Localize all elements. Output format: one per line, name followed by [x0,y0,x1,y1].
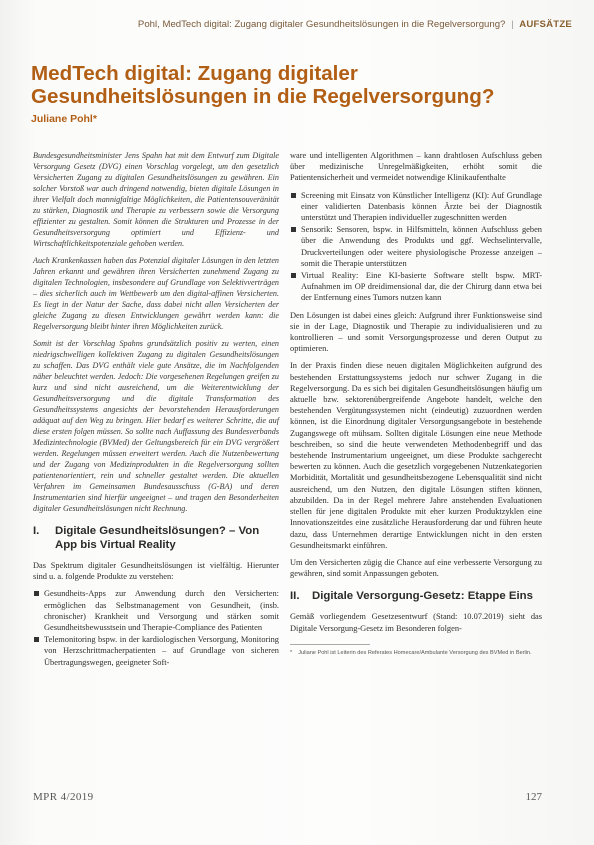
running-head-text: Pohl, MedTech digital: Zugang digitaler Gesundheitslösungen in die Regelversorgung? [137,19,506,30]
body-paragraph: Das Spektrum digitaler Gesundheitslösungen ist vielfältig. Hierunter sind u. a. folgende Produkte zu verstehen: [33,561,279,582]
footnote-marker: * [290,649,293,656]
body-paragraph: ware und intelligenten Algorithmen – kann drahtlosen Aufschluss geben über medizinische Unregelmäßigkeiten, erhöht somit die Patientensicherheit und vermeidet notwendige Klinikaufenthalte [290,151,542,183]
author-name: Juliane Pohl* [31,113,97,125]
square-bullet-icon [34,637,39,642]
running-head [138,19,572,30]
list-item [290,270,542,304]
list-item [290,224,542,269]
list-item [33,634,279,668]
footnote [290,650,542,657]
abstract-paragraph: Auch Krankenkassen haben das Potenzial digitaler Lösungen in den letzten Jahren erkannt und gewähren ihren Versicherten zunehmend Zugang zu digitalen Technologien, insbesondere auf Grundlage von Selektivverträgen – dies sicherlich auch im Wettbewerb um den digital-affinen Versicherten. Es liegt in der Natur der Sache, dass dabei nicht allen Versicherten der gleiche Zugang zu diesen Entwicklungen gewährt werden kann: die Regelversorgung bleibt hinter ihren Möglichkeiten zurück. [33,256,279,331]
body-paragraph: Gemäß vorliegendem Gesetzesentwurf (Stand: 10.07.2019) sieht das Digitale Versorgung-Gesetz im Besonderen folgen- [290,612,542,633]
list-item [33,588,279,633]
section-title: Digitale Gesundheitslösungen? – Von App bis Virtual Reality [55,525,260,551]
square-bullet-icon [34,591,39,596]
list-item-text: Sensorik: Sensoren, bspw. in Hilfsmitteln, können Aufschluss geben über die Anwendung des Produkts und ggf. Wechselintervalle, Druckverteilungen oder weitere physiologische Prozesse anzeigen – somit die Therapie unterstützen [301,225,542,268]
footnote-divider [290,644,370,645]
section-heading-one [33,524,279,552]
bullet-list [290,190,542,304]
section-number: I. [33,525,40,537]
journal-issue: MPR 4/2019 [33,791,94,803]
section-number: II. [290,590,300,603]
body-paragraph: Den Lösungen ist dabei eines gleich: Aufgrund ihrer Funktionsweise sind sie in der Lage, Diagnostik und Therapie zu individualisieren und zu kontrollieren – und somit Versorgungsprozesse und deren Output zu optimieren. [290,310,542,354]
right-column [290,150,542,657]
running-head-separator: | [511,19,514,30]
square-bullet-icon [291,273,296,278]
list-item-text: Gesundheits-Apps zur Anwendung durch den Versicherten: ermöglichen das Selbstmanagement von Gesundheit, (insb. chronischer) Krankheit und Versorgung und stärken somit Gesundheitsbewusstsein und Therapie-Compliance des Patienten [44,589,279,633]
section-title: Digitale Versorgung-Gesetz: Etappe Eins [312,590,533,603]
left-column [33,150,279,674]
square-bullet-icon [291,193,296,198]
running-head-section: AUFSÄTZE [519,19,572,30]
section-heading-two [290,589,542,603]
body-paragraph: Um den Versicherten zügig die Chance auf eine verbesserte Versorgung zu gewähren, sind somit Anpassungen geboten. [290,557,542,579]
list-item-text: Telemonitoring bspw. in der kardiologischen Versorgung, Monitoring von Herzschrittmacherpatienten – auf Grundlage von sicheren Übertragungswegen, geeigneter Soft- [44,635,279,667]
abstract-paragraph: Somit ist der Vorschlag Spahns grundsätzlich positiv zu werten, einen niedrigschwelligen kollektiven Zugang zu digitalen Gesundheitslösungen zu schaffen. Das DVG enthält viele gute Ansätze, die im Nachfolgenden näher beleuchtet werden. Jedoch: Die vorgesehenen Regelungen greifen zu kurz und sind nicht ausreichend, um die Weiterentwicklung der Gesundheitsversorgung und die digitale Transformation des Gesundheitssystems angesichts der bevorstehenden Herausforderungen adäquat auf den Weg zu bringen. Hier bedarf es weiterer Schritte, die auf diese ersten folgen müssen. So sollte nach Auffassung des Bundesverbands Medizintechnologie (BVMed) der Geltungsbereich für ein DVG vergrößert werden. Regelungen müssen erweitert werden. Auch die Nutzenbewertung und der Zugang von Medizinprodukten in die Regelversorgung sollten patientenorientiert, rein und schneller gestaltet werden. Die aktuellen Verfahren im Gemeinsamen Bundesausschuss (G-BA) und deren Instrumentarien sind hierfür ungeeignet – und tragen den Besonderheiten digitaler Gesundheitslösungen nicht Rechnung. [33,339,279,513]
body-paragraph: In der Praxis finden diese neuen digitalen Möglichkeiten aufgrund des bestehenden Erstattungssystems jedoch nur schwer Zugang in die Regelversorgung. Da es sich bei digitalen Gesundheitslösungen häufig um aktuelle bzw. sektorenübergreifende Angebote handelt, welche den bestehenden Vergütungssystemen nicht (eindeutig) zuzuordnen werden können, ist die Einordnung digitaler Versorgungsangebote in bestehende Zugangswege oft mühsam. Sollten digitale Lösungen eine neue Methode beschreiben, so sind die heute verwendeten Methodenbegriff und das bestehende Instrumentarium ungeeignet, um diese Produkte sachgerecht bewerten zu können. Auch die gesetzlich vorgegebenen Nutzenkategorien Morbidität, Mortalität und gesundheitsbezogene Lebensqualität sind nicht ausreichend, um den Nutzen, den digitale Lösungen stiften können, abzubilden. Da in der Regel mehrere Jahre anstehenden Evaluationen stellen für jene digitalen Produkte mit eher kurzen Produktzyklen eine Innovationszeitdes eine zusätzliche Herausforderung dar und führen heute dazu, dass Unternehmen derartige Entwicklungen nicht in den ersten Gesundheitsmarkt einführen. [290,361,542,550]
page-number: 127 [525,791,542,803]
bullet-list [33,588,279,667]
article-title: MedTech digital: Zugang digitaler Gesundheitslösungen in die Regelversorgung? [31,62,495,108]
list-item [290,190,542,224]
list-item-text: Virtual Reality: Eine KI-basierte Software stellt bspw. MRT-Aufnahmen im OP dreidimensional dar, die der Chirurg dann etwa bei der Entfernung eines Tumors nutzen kann [301,271,542,303]
abstract-paragraph: Bundesgesundheitsminister Jens Spahn hat mit dem Entwurf zum Digitale Versorgung Gesetz (DVG) einen Vorschlag vorgelegt, um den gesetzlich Versicherten Zugang zu digitalen Gesundheitslösungen zu gewähren. Ein solcher Vorstoß war auch dringend notwendig, bieten digitale Lösungen in ihrer Vielfalt doch mannigfaltige Möglichkeiten, die Patientensouveränität zu stärken, Diagnostik und Therapie zu verbessern sowie die Versorgung effizienter zu gestalten. Somit können die Strukturen und Prozesse in der Gesundheitsversorgung optimiert und Effizienz- und Wirtschaftlichkeitspotenziale gehoben werden. [33,151,279,248]
list-item-text: Screening mit Einsatz von Künstlicher Intelligenz (KI): Auf Grundlage einer validierten Datenbasis können Ärzte bei der Diagnostik unterstützt und Therapien individueller zugeschnitten werden [301,190,542,223]
footnote-text: Juliane Pohl ist Leiterin des Referates Homecare/Ambulante Versorgung des BVMed in Berlin. [298,649,532,656]
square-bullet-icon [291,227,296,232]
